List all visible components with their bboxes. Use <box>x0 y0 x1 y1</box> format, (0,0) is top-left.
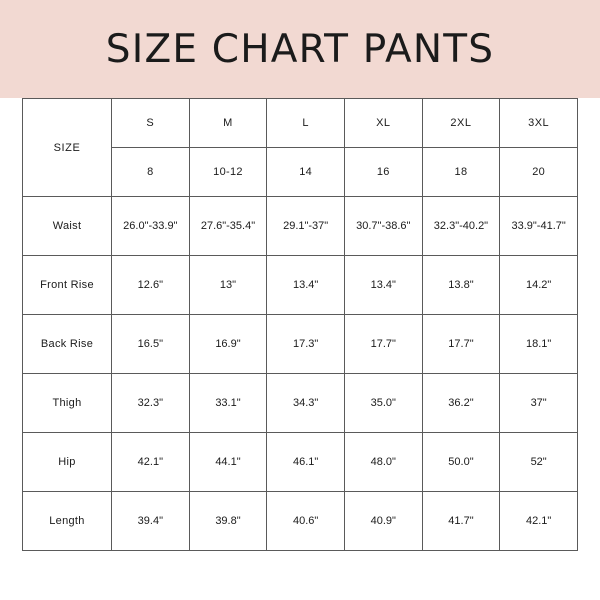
bottom-margin <box>0 576 600 600</box>
table-row <box>23 197 578 256</box>
cell-length-s: 39.4" <box>112 492 190 551</box>
cell-front-rise-s: 12.6" <box>112 256 190 315</box>
column-header-3xl: 3XL <box>500 99 578 148</box>
row-label-waist: Waist <box>23 197 112 256</box>
cell-length-3xl: 42.1" <box>500 492 578 551</box>
cell-thigh-3xl: 37" <box>500 374 578 433</box>
row-label-hip: Hip <box>23 433 112 492</box>
numeric-size-2xl: 18 <box>422 148 500 197</box>
cell-waist-3xl: 33.9"-41.7" <box>500 197 578 256</box>
page-title: SIZE CHART PANTS <box>105 26 495 72</box>
cell-waist-m: 27.6"-35.4" <box>189 197 267 256</box>
table-row <box>23 374 578 433</box>
numeric-size-m: 10-12 <box>189 148 267 197</box>
cell-front-rise-3xl: 14.2" <box>500 256 578 315</box>
cell-hip-3xl: 52" <box>500 433 578 492</box>
size-chart-table-container <box>22 98 578 551</box>
cell-front-rise-2xl: 13.8" <box>422 256 500 315</box>
row-label-front-rise: Front Rise <box>23 256 112 315</box>
cell-hip-xl: 48.0" <box>344 433 422 492</box>
numeric-size-xl: 16 <box>344 148 422 197</box>
cell-back-rise-2xl: 17.7" <box>422 315 500 374</box>
cell-hip-2xl: 50.0" <box>422 433 500 492</box>
cell-length-l: 40.6" <box>267 492 345 551</box>
cell-waist-xl: 30.7"-38.6" <box>344 197 422 256</box>
table-row <box>23 492 578 551</box>
cell-waist-l: 29.1"-37" <box>267 197 345 256</box>
column-header-m: M <box>189 99 267 148</box>
column-header-l: L <box>267 99 345 148</box>
column-header-xl: XL <box>344 99 422 148</box>
cell-length-xl: 40.9" <box>344 492 422 551</box>
cell-hip-s: 42.1" <box>112 433 190 492</box>
cell-thigh-m: 33.1" <box>189 374 267 433</box>
cell-hip-m: 44.1" <box>189 433 267 492</box>
cell-thigh-l: 34.3" <box>267 374 345 433</box>
column-header-s: S <box>112 99 190 148</box>
cell-back-rise-m: 16.9" <box>189 315 267 374</box>
cell-waist-2xl: 32.3"-40.2" <box>422 197 500 256</box>
cell-front-rise-l: 13.4" <box>267 256 345 315</box>
numeric-size-l: 14 <box>267 148 345 197</box>
table-row <box>23 256 578 315</box>
table-row <box>23 433 578 492</box>
cell-front-rise-m: 13" <box>189 256 267 315</box>
numeric-size-s: 8 <box>112 148 190 197</box>
cell-length-m: 39.8" <box>189 492 267 551</box>
cell-thigh-2xl: 36.2" <box>422 374 500 433</box>
row-label-length: Length <box>23 492 112 551</box>
cell-waist-s: 26.0"-33.9" <box>112 197 190 256</box>
cell-back-rise-xl: 17.7" <box>344 315 422 374</box>
row-label-thigh: Thigh <box>23 374 112 433</box>
cell-back-rise-s: 16.5" <box>112 315 190 374</box>
cell-thigh-xl: 35.0" <box>344 374 422 433</box>
cell-front-rise-xl: 13.4" <box>344 256 422 315</box>
size-chart-table <box>22 98 578 551</box>
numeric-size-3xl: 20 <box>500 148 578 197</box>
row-label-back-rise: Back Rise <box>23 315 112 374</box>
cell-length-2xl: 41.7" <box>422 492 500 551</box>
column-header-2xl: 2XL <box>422 99 500 148</box>
table-row-size-letters <box>23 99 578 148</box>
cell-thigh-s: 32.3" <box>112 374 190 433</box>
table-row <box>23 315 578 374</box>
title-banner <box>0 0 600 98</box>
cell-hip-l: 46.1" <box>267 433 345 492</box>
cell-back-rise-l: 17.3" <box>267 315 345 374</box>
size-corner-label: SIZE <box>23 99 112 197</box>
cell-back-rise-3xl: 18.1" <box>500 315 578 374</box>
